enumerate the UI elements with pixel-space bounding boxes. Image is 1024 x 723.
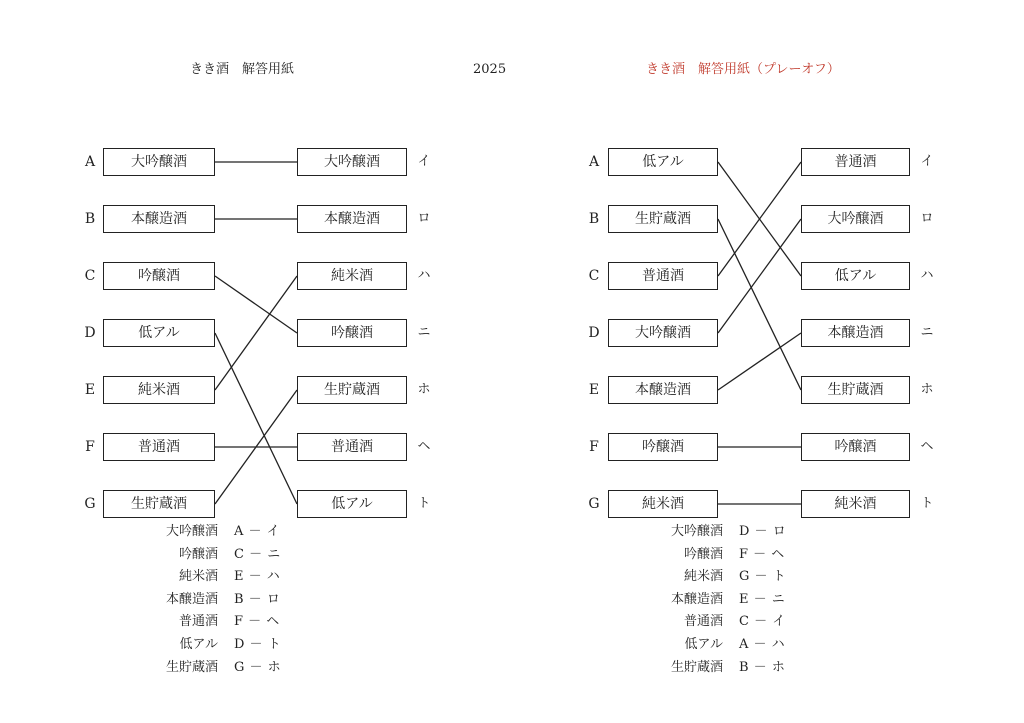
left-answer-name: 大吟醸酒 <box>165 524 218 539</box>
right-left-sake-box: 純米酒 <box>608 490 718 518</box>
right-answer-row <box>633 635 833 655</box>
left-answer-pair: B － ロ <box>234 591 281 607</box>
right-link-E <box>718 333 801 390</box>
left-answer-name: 本醸造酒 <box>165 591 218 607</box>
left-answer-pair: G － ホ <box>234 659 282 675</box>
left-left-sake-box: 生貯蔵酒 <box>103 490 215 518</box>
left-row-kana: ト <box>417 496 431 511</box>
right-right-sake-box: 低アル <box>801 262 910 290</box>
right-sheet-title: きき酒 解答用紙（プレーオフ） <box>646 62 840 77</box>
right-row-letter: G <box>588 496 600 512</box>
right-row-kana: ト <box>920 496 934 511</box>
right-answer-row <box>633 612 833 632</box>
left-row-letter: G <box>84 496 96 512</box>
right-answer-pair: F － ヘ <box>739 546 785 562</box>
right-row-kana: ハ <box>920 268 934 283</box>
right-row-letter: C <box>588 268 600 284</box>
right-answer-pair: G － ト <box>739 569 787 585</box>
left-left-sake-box: 大吟醸酒 <box>103 148 215 176</box>
right-row-kana: ホ <box>920 382 934 397</box>
right-right-sake-box: 本醸造酒 <box>801 319 910 347</box>
right-answer-pair: A － ハ <box>739 637 786 652</box>
right-right-sake-box: 純米酒 <box>801 490 910 518</box>
right-answer-name: 本醸造酒 <box>670 591 723 607</box>
left-row-letter: B <box>84 211 96 227</box>
left-right-sake-box: 普通酒 <box>297 433 407 461</box>
left-row-kana: イ <box>417 154 431 169</box>
right-answer-pair: C － イ <box>739 614 786 630</box>
right-row-kana: ロ <box>920 211 934 226</box>
right-left-sake-box: 吟醸酒 <box>608 433 718 461</box>
right-answer-name: 大吟醸酒 <box>670 524 723 539</box>
left-row-letter: C <box>84 268 96 284</box>
right-right-sake-box: 普通酒 <box>801 148 910 176</box>
left-row-kana: ハ <box>417 268 431 283</box>
right-answer-row <box>633 658 833 678</box>
left-row-kana: ホ <box>417 382 431 397</box>
left-left-sake-box: 低アル <box>103 319 215 347</box>
right-row-letter: E <box>588 382 600 398</box>
right-left-sake-box: 生貯蔵酒 <box>608 205 718 233</box>
right-row-kana: ニ <box>920 325 934 340</box>
left-left-sake-box: 本醸造酒 <box>103 205 215 233</box>
right-row-letter: D <box>588 325 600 341</box>
right-left-sake-box: 普通酒 <box>608 262 718 290</box>
left-answer-name: 低アル <box>179 637 218 652</box>
right-answer-row <box>633 545 833 565</box>
left-left-sake-box: 吟醸酒 <box>103 262 215 290</box>
left-answer-pair: C － ニ <box>234 546 281 562</box>
left-left-sake-box: 純米酒 <box>103 376 215 404</box>
year-label: 2025 <box>473 62 507 77</box>
right-row-kana: ヘ <box>920 439 934 454</box>
left-sheet-title: きき酒 解答用紙 <box>190 62 295 77</box>
left-row-letter: D <box>84 325 96 341</box>
right-right-sake-box: 生貯蔵酒 <box>801 376 910 404</box>
left-answer-pair: A － イ <box>234 524 281 539</box>
left-row-letter: F <box>85 439 95 455</box>
left-right-sake-box: 低アル <box>297 490 407 518</box>
right-row-letter: F <box>589 439 599 455</box>
left-answer-pair: E － ハ <box>234 569 281 585</box>
right-answer-pair: E － ニ <box>739 591 786 607</box>
right-answer-name: 純米酒 <box>683 569 723 585</box>
right-row-letter: A <box>588 154 600 170</box>
left-answer-name: 吟醸酒 <box>178 546 218 562</box>
right-link-B <box>718 219 801 390</box>
right-answer-name: 吟醸酒 <box>683 546 723 562</box>
left-answer-name: 純米酒 <box>178 569 218 585</box>
left-answer-name: 普通酒 <box>178 614 218 630</box>
right-answer-row <box>633 567 833 587</box>
left-right-sake-box: 大吟醸酒 <box>297 148 407 176</box>
left-row-letter: E <box>84 382 96 398</box>
left-answer-pair: F － ヘ <box>234 614 280 630</box>
right-left-sake-box: 低アル <box>608 148 718 176</box>
left-answer-name: 生貯蔵酒 <box>165 659 218 675</box>
left-row-kana: ロ <box>417 211 431 226</box>
left-right-sake-box: 吟醸酒 <box>297 319 407 347</box>
right-answer-pair: D － ロ <box>739 524 787 539</box>
right-answer-name: 生貯蔵酒 <box>670 659 723 675</box>
right-left-sake-box: 大吟醸酒 <box>608 319 718 347</box>
left-left-sake-box: 普通酒 <box>103 433 215 461</box>
right-answer-pair: B － ホ <box>739 659 786 675</box>
right-right-sake-box: 吟醸酒 <box>801 433 910 461</box>
left-row-kana: ヘ <box>417 439 431 454</box>
right-row-kana: イ <box>920 154 934 169</box>
right-answer-row <box>633 590 833 610</box>
right-answer-row <box>633 522 833 542</box>
right-link-D <box>718 219 801 333</box>
left-answer-pair: D － ト <box>234 637 282 652</box>
right-row-letter: B <box>588 211 600 227</box>
left-right-sake-box: 純米酒 <box>297 262 407 290</box>
left-row-kana: ニ <box>417 325 431 340</box>
right-answer-name: 低アル <box>684 637 723 652</box>
right-right-sake-box: 大吟醸酒 <box>801 205 910 233</box>
right-left-sake-box: 本醸造酒 <box>608 376 718 404</box>
left-right-sake-box: 本醸造酒 <box>297 205 407 233</box>
left-right-sake-box: 生貯蔵酒 <box>297 376 407 404</box>
left-row-letter: A <box>84 154 96 170</box>
right-answer-name: 普通酒 <box>683 614 723 630</box>
